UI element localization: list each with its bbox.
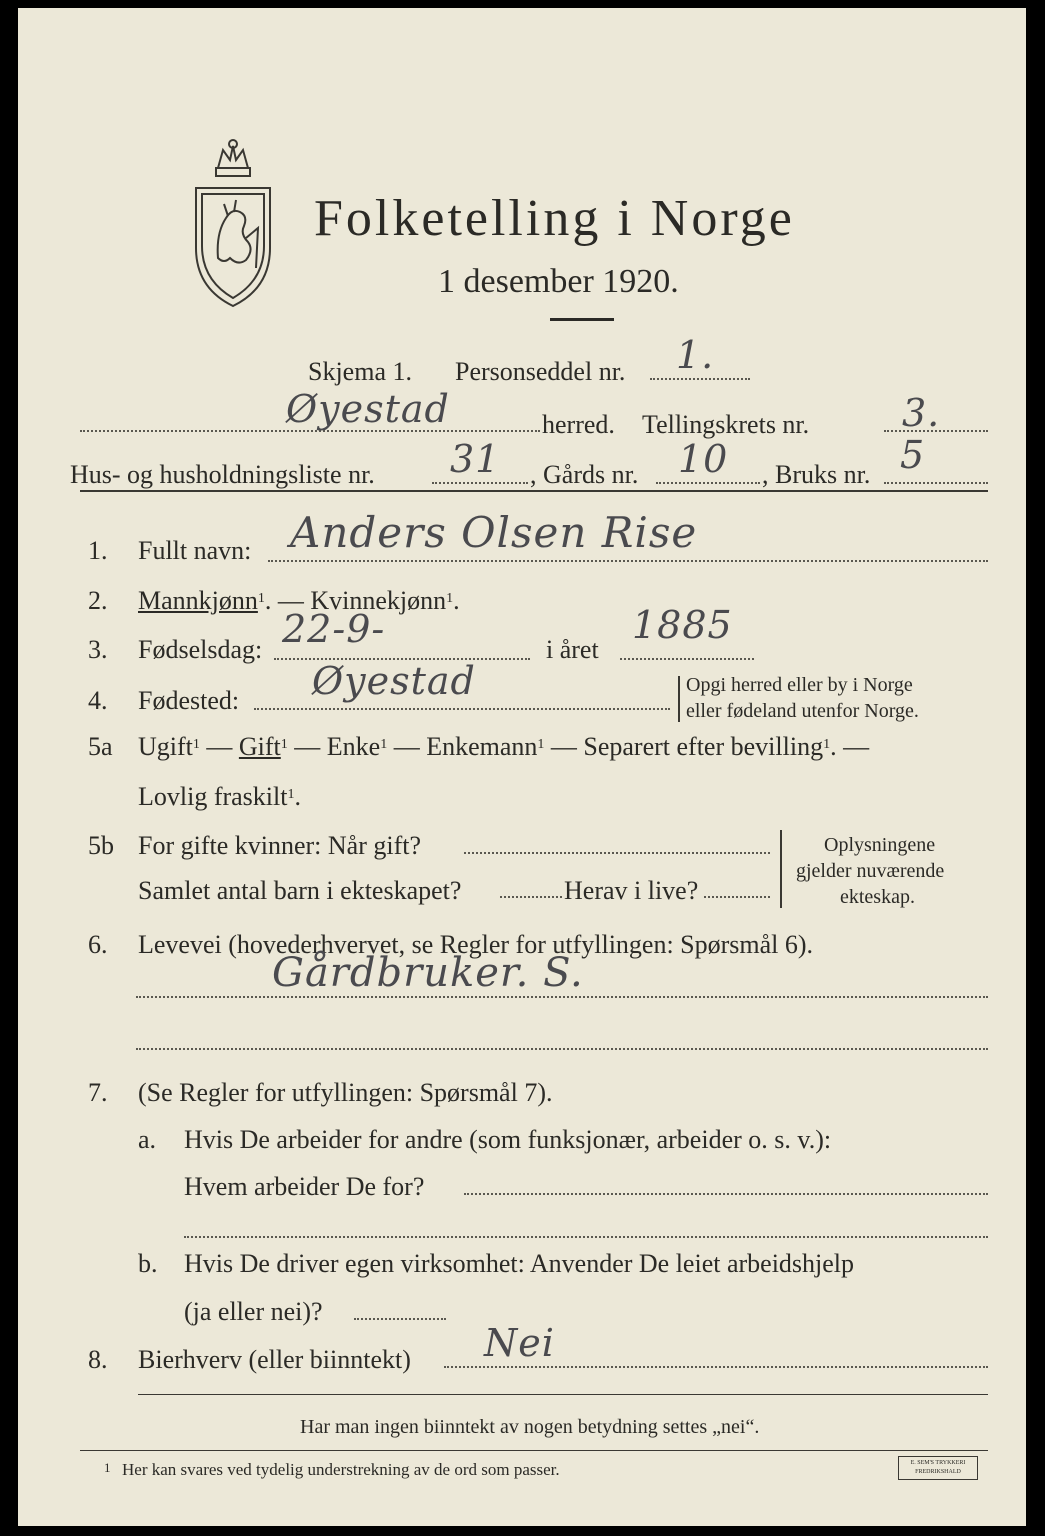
employer-line-1 <box>464 1193 988 1195</box>
q7a-text: Hvis De arbeider for andre (som funksjonær, arbeider o. s. v.): <box>184 1125 832 1154</box>
full-name-value: Anders Olsen Rise <box>290 508 698 557</box>
herred-label: herred. <box>542 410 615 439</box>
birthplace-label: Fødested: <box>138 686 240 715</box>
marriage-note-line2: gjelder nuværende <box>796 860 945 882</box>
census-date: 1 desember 1920. <box>438 263 679 300</box>
form-title: Folketelling i Norge <box>314 190 795 247</box>
birthplace-note-line1: Opgi herred eller by i Norge <box>686 674 913 696</box>
side-income-value: Nei <box>484 1321 555 1365</box>
census-form <box>18 8 1026 1526</box>
bruks-line <box>884 482 988 484</box>
printer-stamp: E. SEM'S TRYKKERI FREDRIKSHALD <box>898 1456 978 1480</box>
occupation-line-2 <box>136 1048 988 1050</box>
personseddel-line <box>650 378 750 380</box>
birthyear-label: i året <box>546 635 599 664</box>
side-income-note: Har man ingen biinntekt av nogen betydning settes „nei“. <box>300 1416 760 1438</box>
tellingskrets-label: Tellingskrets nr. <box>642 410 810 439</box>
q7a-letter: a. <box>138 1125 157 1154</box>
bruks-label: , Bruks nr. <box>762 460 871 489</box>
husliste-label: Hus- og husholdningsliste nr. <box>70 460 375 489</box>
herred-value: Øyestad <box>286 387 450 431</box>
birthdate-value: 22-9- <box>282 607 386 651</box>
children-count-line <box>500 896 562 898</box>
gender-options: Mannkjønn$^1$. — Kvinnekjønn$^1$. <box>138 586 460 615</box>
q5a-number: 5a <box>88 732 113 761</box>
footer-rule <box>138 1394 988 1395</box>
birthdate-label: Fødselsdag: <box>138 635 263 664</box>
q1-number: 1. <box>88 536 108 565</box>
skjema-label: Skjema 1. <box>308 357 412 386</box>
q7b-letter: b. <box>138 1249 158 1278</box>
husliste-value: 31 <box>450 437 501 481</box>
side-income-label: Bierhverv (eller biinntekt) <box>138 1345 411 1374</box>
occupation-value: Gårdbruker. S. <box>272 950 584 996</box>
birthyear-value: 1885 <box>632 603 733 647</box>
footnote-mark: 1 <box>104 1460 111 1475</box>
q6-number: 6. <box>88 930 108 959</box>
husliste-line <box>432 482 528 484</box>
marriage-note-brace <box>780 830 782 908</box>
hired-help-label: (ja eller nei)? <box>184 1297 323 1326</box>
children-alive-line <box>704 896 770 898</box>
birthplace-value: Øyestad <box>312 659 476 703</box>
gards-line <box>656 482 760 484</box>
q2-number: 2. <box>88 586 108 615</box>
occupation-line-1 <box>136 996 988 998</box>
status-lovlig-fraskilt-option[interactable]: Lovlig fraskilt$^1$. <box>138 782 301 811</box>
bruks-value: 5 <box>900 433 926 477</box>
footnote-rule <box>80 1450 988 1451</box>
q5b-number: 5b <box>88 831 114 860</box>
married-when-label: For gifte kvinner: Når gift? <box>138 831 422 860</box>
birthplace-note-brace <box>678 676 680 722</box>
birthplace-note-line2: eller fødeland utenfor Norge. <box>686 700 919 722</box>
children-count-label: Samlet antal barn i ekteskapet? <box>138 876 462 905</box>
gender-female-option[interactable]: Kvinnekjønn <box>310 586 447 615</box>
q4-number: 4. <box>88 686 108 715</box>
status-separert-option[interactable]: Separert efter bevilling <box>583 732 824 761</box>
birthyear-line <box>620 658 754 660</box>
header-rule <box>80 490 988 492</box>
q7-label: (Se Regler for utfyllingen: Spørsmål 7). <box>138 1078 553 1107</box>
status-enkemann-option[interactable]: Enkemann <box>426 732 538 761</box>
title-divider <box>550 318 614 321</box>
status-gift-option[interactable]: Gift <box>238 732 281 761</box>
q8-number: 8. <box>88 1345 108 1374</box>
gards-label: , Gårds nr. <box>530 460 639 489</box>
marital-status-options: Ugift$^1$ — Gift$^1$ — Enke$^1$ — Enkemann$^1$ — Separert efter bevilling$^1$. — <box>138 732 870 761</box>
full-name-line <box>268 560 988 562</box>
q7-number: 7. <box>88 1078 108 1107</box>
q3-number: 3. <box>88 635 108 664</box>
side-income-line <box>444 1366 988 1368</box>
occupation-label: Levevei (hovederhvervet, se Regler for utfyllingen: Spørsmål 6). <box>138 930 814 959</box>
footnote-text: Her kan svares ved tydelig understrekning av de ord som passer. <box>122 1460 560 1479</box>
status-enke-option[interactable]: Enke <box>326 732 381 761</box>
birthplace-line <box>254 708 670 710</box>
married-when-line <box>464 852 770 854</box>
personseddel-value: 1. <box>676 333 715 377</box>
tellingskrets-value: 3. <box>902 391 941 435</box>
hired-help-line <box>354 1318 446 1320</box>
marriage-note-line1: Oplysningene <box>824 834 936 856</box>
full-name-label: Fullt navn: <box>138 536 252 565</box>
status-ugift-option[interactable]: Ugift <box>138 732 193 761</box>
marriage-note-line3: ekteskap. <box>840 886 915 908</box>
employer-label: Hvem arbeider De for? <box>184 1172 425 1201</box>
gards-value: 10 <box>678 437 729 481</box>
personseddel-label: Personseddel nr. <box>455 357 626 386</box>
gender-male-option[interactable]: Mannkjønn <box>138 586 258 615</box>
children-alive-label: Herav i live? <box>564 876 699 905</box>
employer-line-2 <box>184 1236 988 1238</box>
coat-of-arms-icon <box>188 138 278 308</box>
q7b-text: Hvis De driver egen virksomhet: Anvender De leiet arbeidshjelp <box>184 1249 855 1278</box>
